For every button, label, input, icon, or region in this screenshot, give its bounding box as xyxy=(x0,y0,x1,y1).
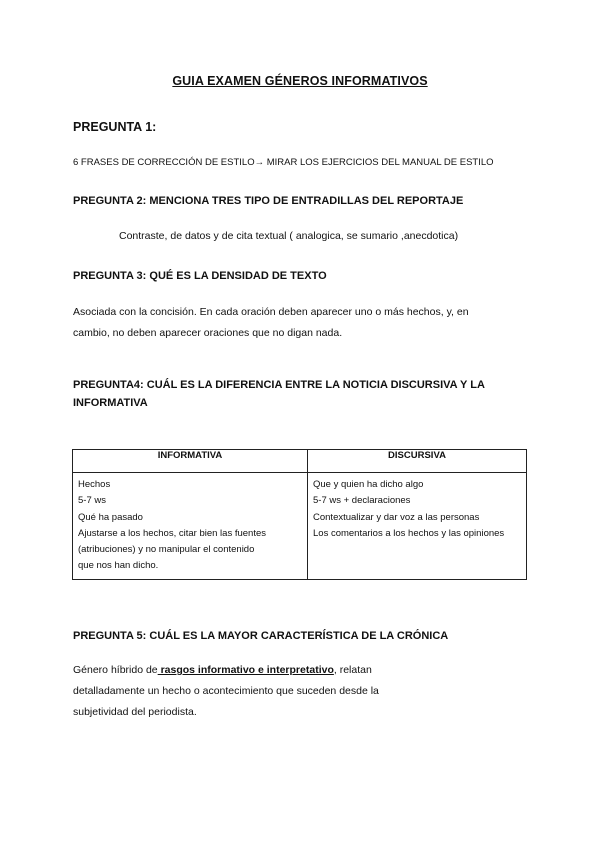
question-4-heading-line: INFORMATIVA xyxy=(73,397,148,409)
question-3-text-line: Asociada con la concisión. En cada oración deben aparecer uno o más hechos, y, en xyxy=(73,306,469,318)
question-2-text: Contraste, de datos y de cita textual ( analogica, se sumario ,anecdotica) xyxy=(119,230,459,242)
list-item: Los comentarios a los hechos y las opiniones xyxy=(313,527,505,539)
question-2-heading: PREGUNTA 2: MENCIONA TRES TIPO DE ENTRADILLAS DEL REPORTAJE xyxy=(73,195,464,207)
table-header-informativa: INFORMATIVA xyxy=(73,450,308,473)
question-1-text: 6 FRASES DE CORRECCIÓN DE ESTILO→ MIRAR LOS EJERCICIOS DEL MANUAL DE ESTILO xyxy=(73,157,494,168)
list-item: Qué ha pasado xyxy=(78,511,143,523)
question-4-heading-line: PREGUNTA4: CUÁL ES LA DIFERENCIA ENTRE LA NOTICIA DISCURSIVA Y LA xyxy=(73,379,485,391)
list-item: Hechos xyxy=(78,479,111,490)
list-item: Que y quien ha dicho algo xyxy=(313,479,424,490)
document-title: GUIA EXAMEN GÉNEROS INFORMATIVOS xyxy=(172,74,428,88)
question-5-text-post: , relatan xyxy=(333,664,372,676)
list-item: (atribuciones) y no manipular el contenido xyxy=(78,544,255,556)
comparison-table xyxy=(72,449,527,580)
table-header-row xyxy=(73,450,527,473)
table-cell-discursiva xyxy=(308,473,527,580)
list-item: Ajustarse a los hechos, citar bien las fuentes xyxy=(78,527,266,539)
question-5-text-line: subjetividad del periodista. xyxy=(73,706,197,718)
question-1-heading: PREGUNTA 1: xyxy=(73,120,157,134)
question-5-text-line xyxy=(73,660,453,681)
list-item: Contextualizar y dar voz a las personas xyxy=(313,511,480,523)
list-item: que nos han dicho. xyxy=(78,560,159,572)
question-3-text-line: cambio, no deben aparecer oraciones que no digan nada. xyxy=(73,327,343,339)
question-4-heading xyxy=(73,376,543,412)
question-5-text-emphasis: rasgos informativo e interpretativo xyxy=(157,664,334,676)
table-header-discursiva: DISCURSIVA xyxy=(308,450,527,473)
question-5-text xyxy=(73,660,453,723)
question-5-heading: PREGUNTA 5: CUÁL ES LA MAYOR CARACTERÍSTICA DE LA CRÓNICA xyxy=(73,630,449,642)
question-3-text xyxy=(73,302,533,344)
question-5-text-pre: Género híbrido de xyxy=(73,664,158,676)
question-3-heading: PREGUNTA 3: QUÉ ES LA DENSIDAD DE TEXTO xyxy=(73,270,327,282)
list-item: 5-7 ws + declaraciones xyxy=(313,495,411,507)
table-cell-informativa xyxy=(73,473,308,580)
table-row xyxy=(73,473,527,580)
question-5-text-line: detalladamente un hecho o acontecimiento que suceden desde la xyxy=(73,685,379,697)
list-item: 5-7 ws xyxy=(78,495,106,507)
